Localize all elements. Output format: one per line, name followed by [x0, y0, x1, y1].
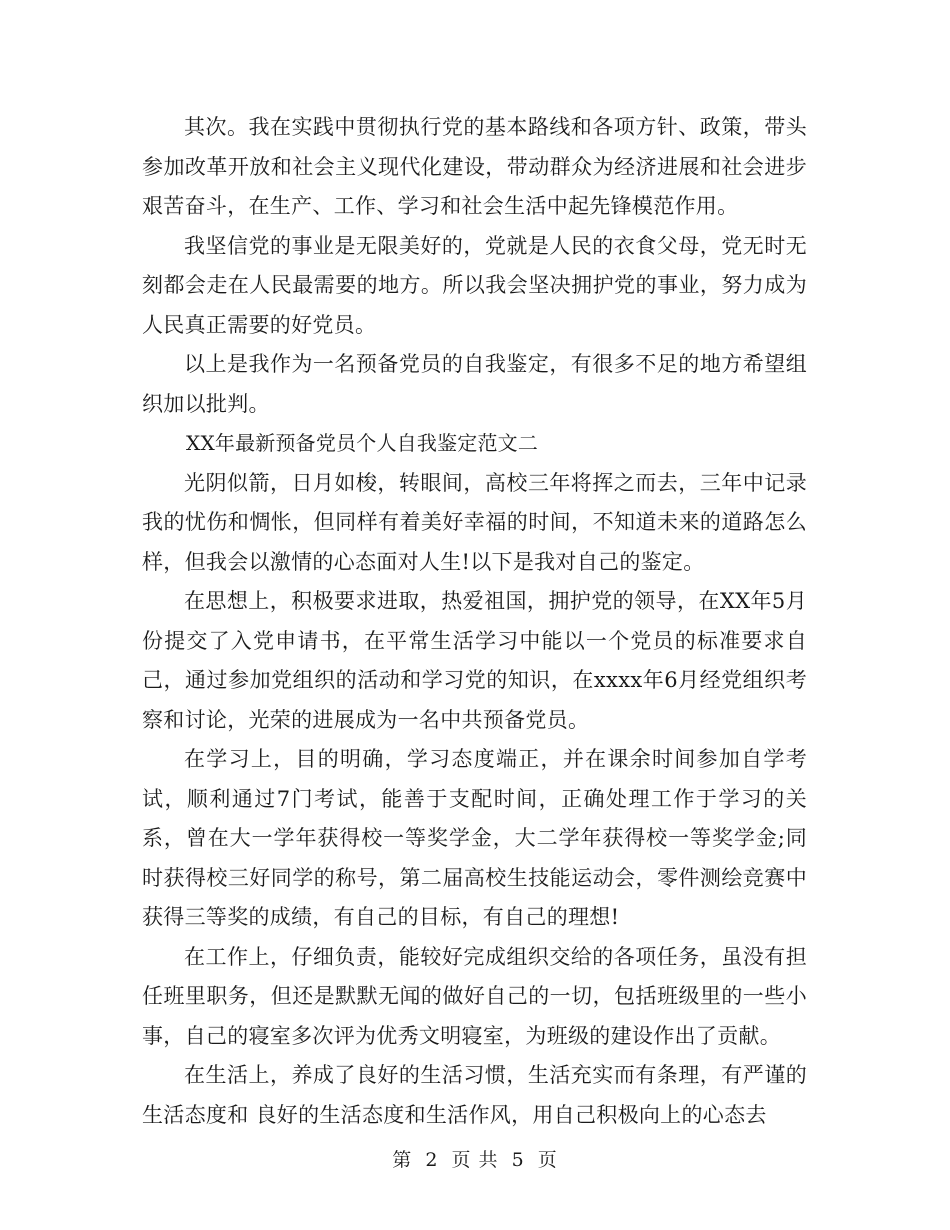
paragraph: 其次。我在实践中贯彻执行党的基本路线和各项方针、政策，带头参加改革开放和社会主义现代化建设，带动群众为经济进展和社会进步艰苦奋斗，在生产、工作、学习和社会生活中起先锋模范作用。	[142, 115, 807, 218]
paragraph: 我坚信党的事业是无限美好的，党就是人民的衣食父母，党无时无刻都会走在人民最需要的地方。所以我会坚决拥护党的事业，努力成为人民真正需要的好党员。	[142, 233, 807, 337]
footer-suffix: 页	[537, 1149, 558, 1171]
paragraph: 在工作上，仔细负责，能较好完成组织交给的各项任务，虽没有担任班里职务，但还是默默无闻的做好自己的一切，包括班级里的一些小事，自己的寝室多次评为优秀文明寝室，为班级的建设作出了贡献。	[142, 944, 807, 1048]
footer-mid: 页 共	[451, 1149, 499, 1171]
footer-total-pages: 5	[511, 1149, 525, 1171]
document-body	[142, 108, 807, 1135]
paragraph: 以上是我作为一名预备党员的自我鉴定，有很多不足的地方希望组织加以批判。	[142, 352, 807, 416]
footer-prefix: 第	[392, 1149, 413, 1171]
paragraph: 在学习上，目的明确，学习态度端正，并在课余时间参加自学考试，顺利通过7门考试，能善于支配时间，正确处理工作于学习的关系，曾在大一学年获得校一等奖学金，大二学年获得校一等奖学金;同时获得校三好同学的称号，第二届高校生技能运动会，零件测绘竞赛中获得三等奖的成绩，有自己的目标，有自己的理想!	[142, 747, 807, 929]
page-footer	[0, 1145, 950, 1172]
paragraph: 在思想上，积极要求进取，热爱祖国，拥护党的领导，在XX年5月份提交了入党申请书，在平常生活学习中能以一个党员的标准要求自己，通过参加党组织的活动和学习党的知识，在xxxx年6月经党组织考察和讨论，光荣的进展成为一名中共预备党员。	[142, 589, 807, 732]
paragraph: 在生活上，养成了良好的生活习惯，生活充实而有条理，有严谨的生活态度和 良好的生活态度和生活作风，用自己积极向上的心态去	[142, 1063, 807, 1127]
paragraph: 光阴似箭，日月如梭，转眼间，高校三年将挥之而去，三年中记录我的忧伤和惆怅，但同样有着美好幸福的时间，不知道未来的道路怎么样，但我会以激情的心态面对人生!以下是我对自己的鉴定。	[142, 470, 807, 574]
section-subtitle: XX年最新预备党员个人自我鉴定范文二	[186, 431, 539, 455]
footer-page-number: 2	[425, 1149, 439, 1171]
